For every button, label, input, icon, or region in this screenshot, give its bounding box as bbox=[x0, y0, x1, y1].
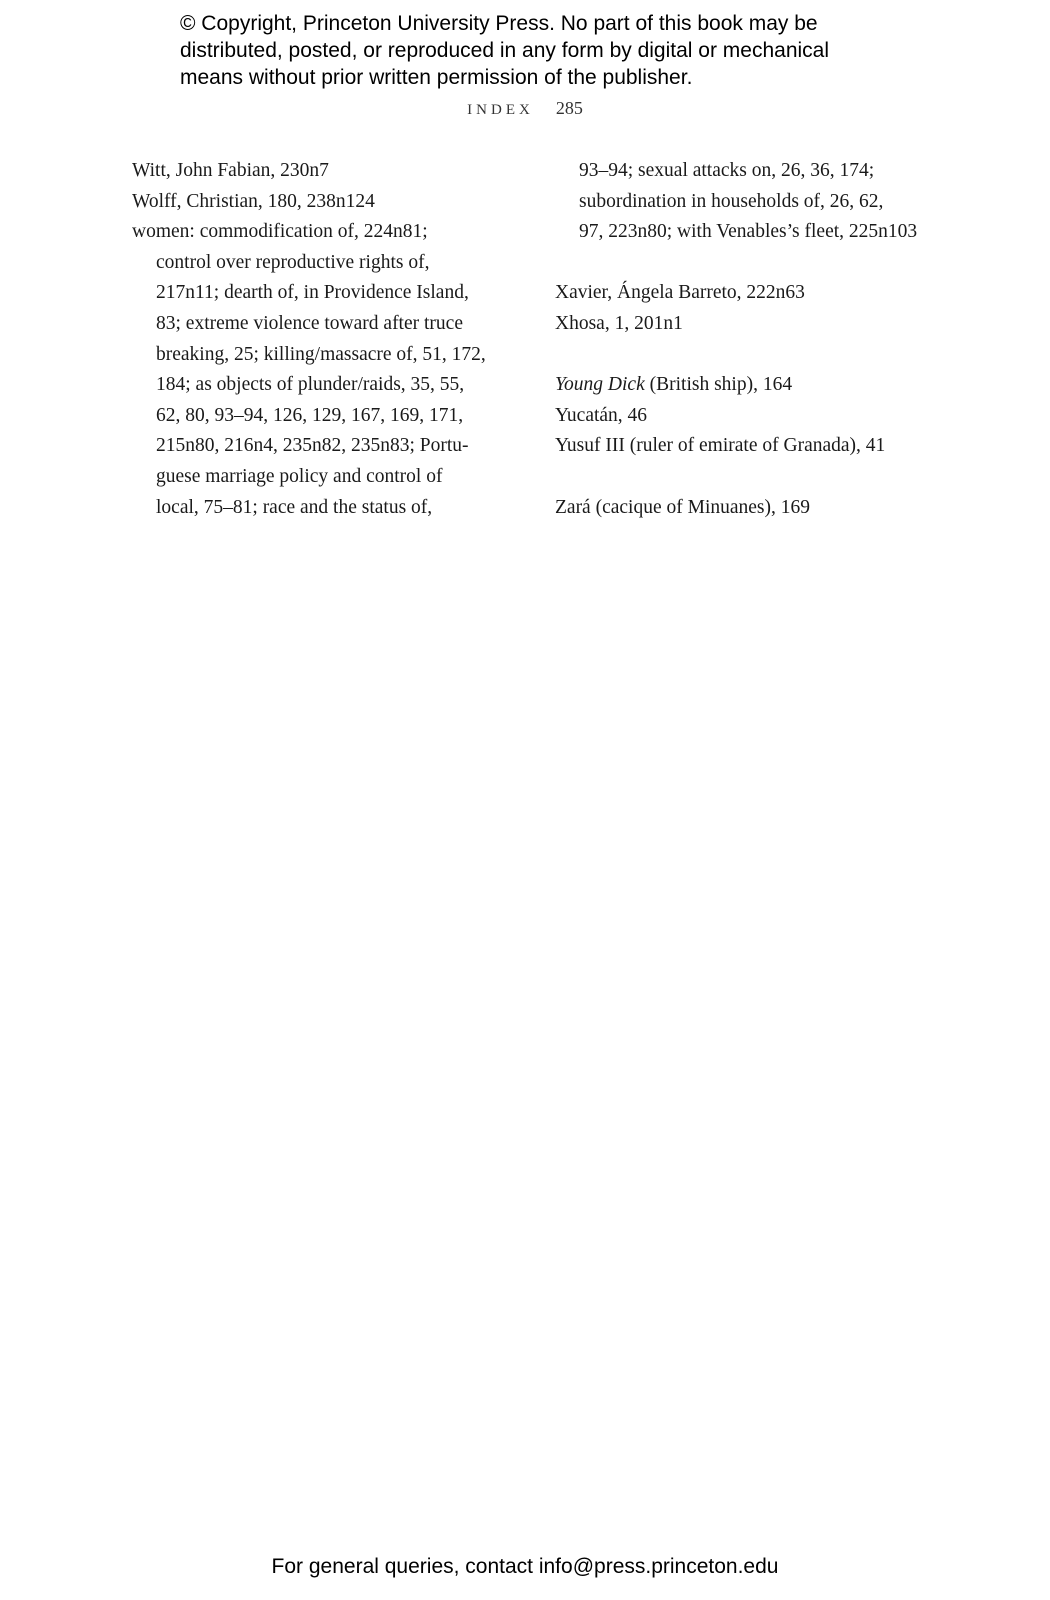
footer-contact: For general queries, contact info@press.princeton.edu bbox=[271, 1555, 779, 1578]
copyright-line: © Copyright, Princeton University Press. No part of this book may be bbox=[180, 12, 818, 35]
index-entry-continuation: 215n80, 216n4, 235n82, 235n83; Portu- bbox=[156, 435, 469, 457]
index-entry: Yucatán, 46 bbox=[555, 404, 648, 426]
copyright-line: distributed, posted, or reproduced in any form by digital or mechanical bbox=[180, 39, 830, 62]
index-entry-continuation: 93–94; sexual attacks on, 26, 36, 174; bbox=[579, 160, 875, 181]
index-entry-continuation: 97, 223n80; with Venables’s fleet, 225n103 bbox=[579, 221, 918, 243]
copyright-line: means without prior written permission of the publisher. bbox=[180, 66, 693, 89]
index-column-right bbox=[555, 156, 935, 523]
section-label: INDEX bbox=[467, 102, 534, 118]
index-entry-continuation: 217n11; dearth of, in Providence Island, bbox=[156, 282, 469, 304]
letter-section-gap bbox=[555, 462, 935, 493]
letter-section-gap bbox=[555, 340, 935, 371]
index-entry bbox=[555, 370, 935, 401]
index-entry-continuation: subordination in households of, 26, 62, bbox=[579, 190, 884, 212]
index-entry: Yusuf III (ruler of emirate of Granada), 41 bbox=[555, 435, 886, 457]
entry-text: (British ship), 164 bbox=[644, 374, 793, 396]
index-entry: women: commodification of, 224n81; bbox=[132, 221, 428, 243]
index-entry: Xhosa, 1, 201n1 bbox=[555, 312, 683, 334]
page-number: 285 bbox=[555, 98, 583, 118]
index-entry-continuation: 62, 80, 93–94, 126, 129, 167, 169, 171, bbox=[156, 404, 464, 426]
index-entry: Xavier, Ángela Barreto, 222n63 bbox=[555, 282, 805, 304]
index-entry: Wolff, Christian, 180, 238n124 bbox=[132, 190, 375, 212]
running-head bbox=[0, 98, 1050, 119]
index-entry: Witt, John Fabian, 230n7 bbox=[132, 160, 329, 181]
index-entry-continuation: 184; as objects of plunder/raids, 35, 55, bbox=[156, 374, 465, 396]
index-column-left bbox=[132, 156, 512, 523]
index-entry-continuation: local, 75–81; race and the status of, bbox=[156, 496, 433, 518]
index-entry-continuation: 83; extreme violence toward after truce bbox=[156, 312, 463, 334]
index-entry-continuation: guese marriage policy and control of bbox=[156, 465, 443, 487]
index-entry-continuation: breaking, 25; killing/massacre of, 51, 172, bbox=[156, 343, 486, 365]
letter-section-gap bbox=[555, 248, 935, 279]
ship-name: Young Dick bbox=[555, 374, 645, 396]
index-entry-continuation: control over reproductive rights of, bbox=[156, 251, 430, 273]
copyright-notice bbox=[180, 10, 900, 91]
index-entry: Zará (cacique of Minuanes), 169 bbox=[555, 496, 811, 518]
